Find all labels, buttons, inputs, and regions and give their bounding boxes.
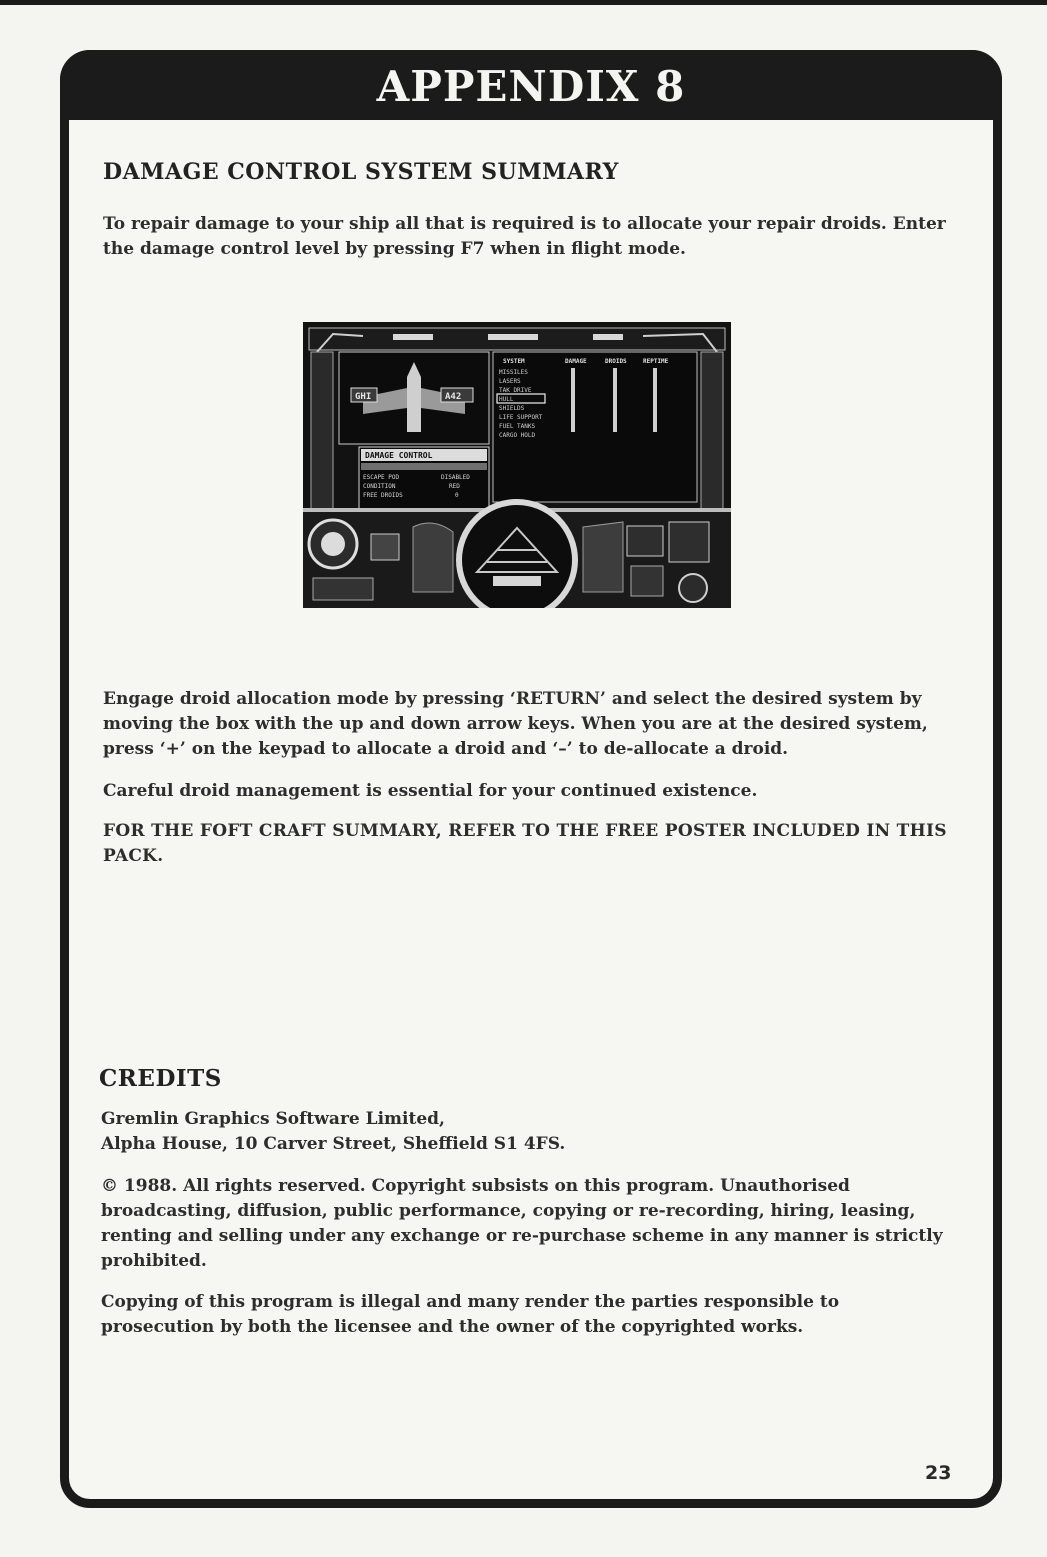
section-heading-credits: CREDITS [99, 1065, 222, 1092]
system-row: LASERS [499, 378, 521, 385]
row-escape-value: DISABLED [441, 474, 470, 481]
col-header-damage: DAMAGE [565, 358, 587, 365]
poster-note: FOR THE FOFT CRAFT SUMMARY, REFER TO THE FREE POSTER INCLUDED IN THIS PACK. [103, 821, 947, 866]
engage-paragraph: Engage droid allocation mode by pressing ‘RETURN’ and select the desired system by moving the box with the up and down arrow keys. When you are at the desired system, press ‘+’ on the keypad to allocate a droid and ‘–’ to de-allocate a droid. [103, 689, 928, 759]
row-escape: ESCAPE POD [363, 474, 400, 481]
row-free-droids: FREE DROIDS [363, 492, 403, 499]
panel-title: DAMAGE CONTROL [365, 451, 433, 460]
system-row: SHIELDS [499, 405, 525, 412]
system-row: FUEL TANKS [499, 423, 536, 430]
ship-left-label: GHI [355, 392, 372, 402]
system-row: LIFE SUPPORT [499, 414, 543, 421]
credits-company: Gremlin Graphics Software Limited, [101, 1109, 445, 1129]
system-row: HULL [499, 396, 514, 403]
page-number: 23 [925, 1462, 952, 1484]
row-free-droids-value: 0 [455, 492, 459, 499]
system-row: TAK DRIVE [499, 387, 532, 394]
col-header-reptime: REPTIME [643, 358, 669, 365]
row-condition: CONDITION [363, 483, 396, 490]
system-row: MISSILES [499, 369, 528, 376]
section-heading-damage: DAMAGE CONTROL SYSTEM SUMMARY [103, 159, 619, 185]
page-title: APPENDIX 8 [376, 62, 686, 111]
ship-right-label: A42 [445, 392, 462, 402]
copyright-paragraph: © 1988. All rights reserved. Copyright subsists on this program. Unauthorised broadcasting, diffusion, public performance, copying or re-recording, hiring, leasing, renting and selling under any exchange or re-purchase scheme in any manner is strictly prohibited. [101, 1176, 943, 1271]
top-rule [0, 0, 1047, 5]
credits-address: Alpha House, 10 Carver Street, Sheffield S1 4FS. [101, 1134, 566, 1154]
row-condition-value: RED [449, 483, 460, 490]
warning-paragraph: Copying of this program is illegal and many render the parties responsible to prosecution by both the licensee and the owner of the copyrighted works. [101, 1292, 840, 1337]
intro-paragraph: To repair damage to your ship all that is required is to allocate your repair droids. Enter the damage control level by pressing F7 when in flight mode. [103, 214, 946, 259]
careful-paragraph: Careful droid management is essential for your continued existence. [103, 781, 758, 801]
game-screenshot [303, 322, 731, 608]
col-header-droids: DROIDS [605, 358, 627, 365]
system-row: CARGO HOLD [499, 432, 536, 439]
col-header-system: SYSTEM [503, 358, 525, 365]
